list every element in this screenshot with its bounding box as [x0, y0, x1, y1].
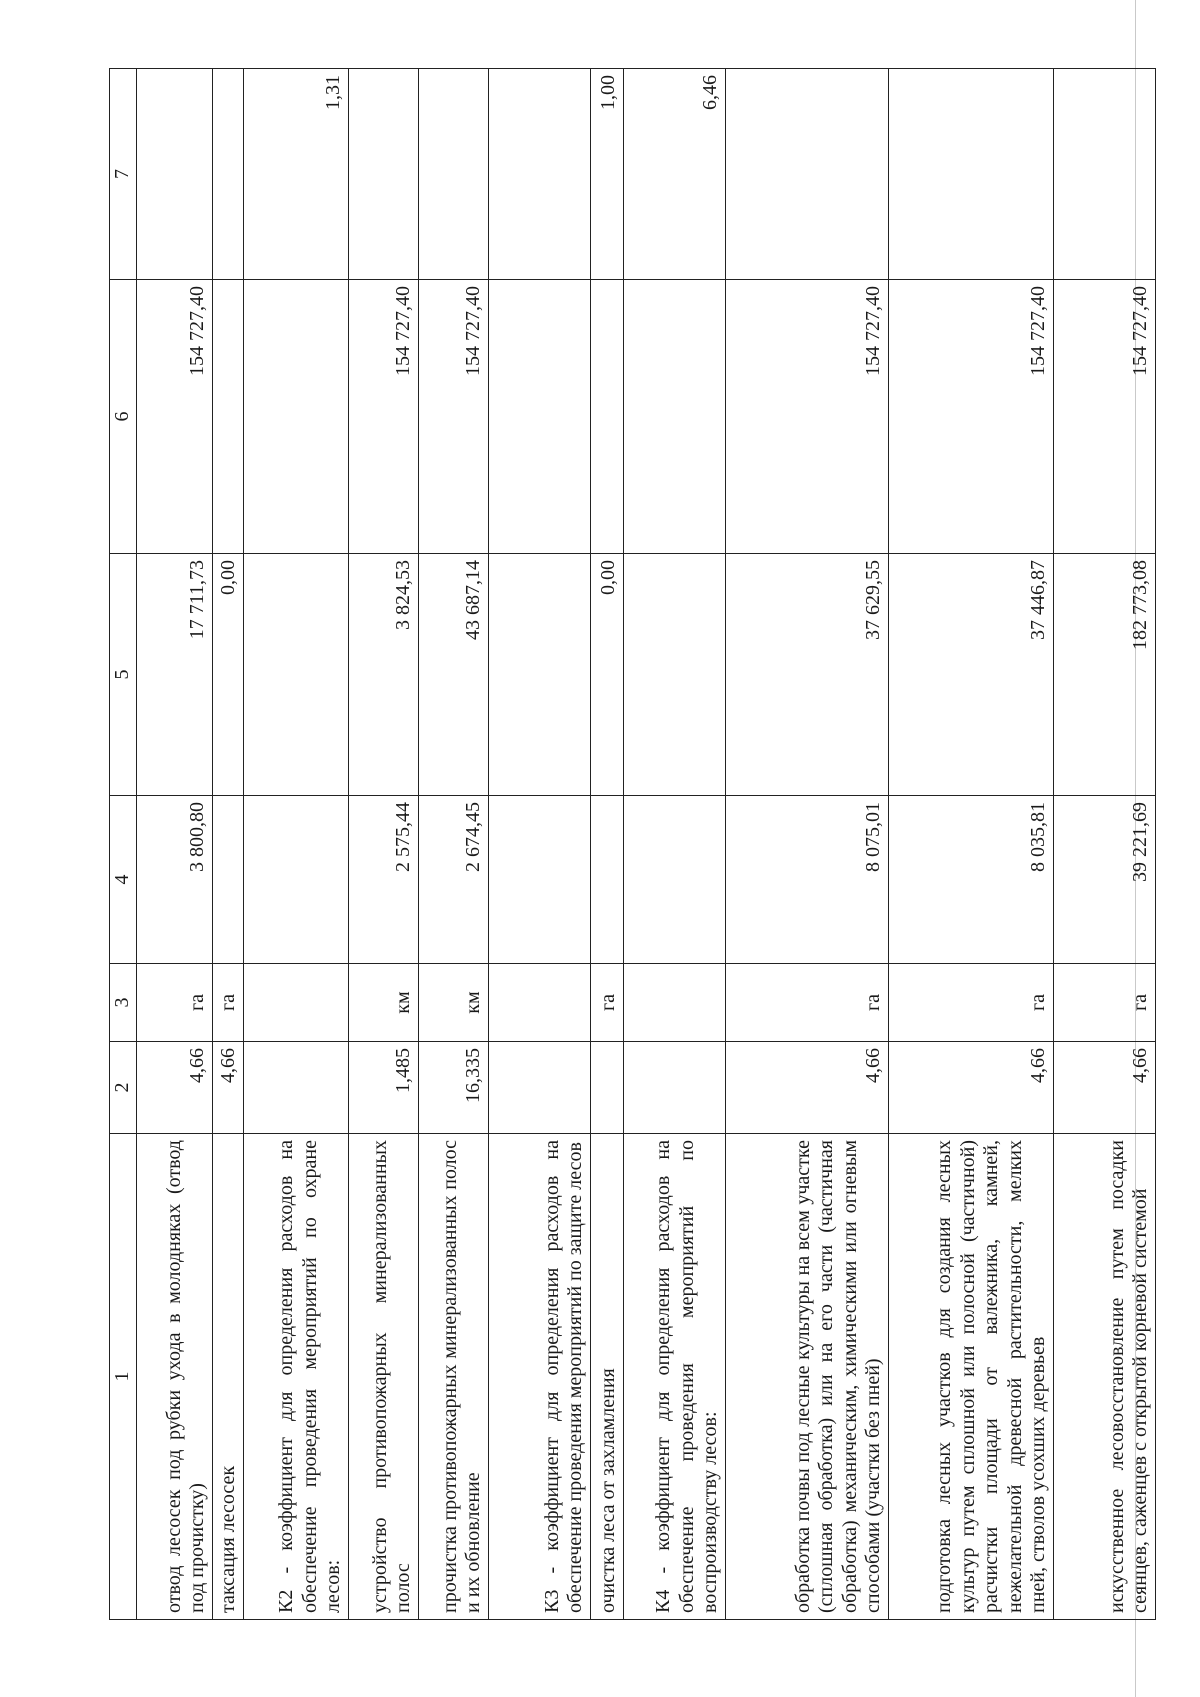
table-row	[889, 69, 1054, 1620]
unit-cell: га	[213, 964, 244, 1042]
base-cell	[489, 280, 591, 554]
unit-cell	[624, 964, 726, 1042]
unit-cell	[489, 964, 591, 1042]
volume-cell: 4,66	[1054, 1042, 1156, 1134]
unit-cell: га	[591, 964, 624, 1042]
base-cell: 154 727,40	[349, 280, 419, 554]
cost-table	[109, 68, 1156, 1620]
cost-cell: 37 629,55	[726, 554, 889, 796]
activity-cell: прочистка противопожарных минерализованных полос и их обновление	[419, 1134, 489, 1620]
unit-cell: га	[726, 964, 889, 1042]
volume-cell: 4,66	[213, 1042, 244, 1134]
activity-cell: К4 - коэффициент для определения расходов на обеспечение проведения мероприятий по воспроизводству лесов:	[624, 1134, 726, 1620]
base-cell: 154 727,40	[1054, 280, 1156, 554]
unit-cell: км	[419, 964, 489, 1042]
volume-cell: 4,66	[137, 1042, 213, 1134]
base-cell	[591, 280, 624, 554]
rate-cell	[244, 796, 349, 964]
activity-cell: очистка леса от захламления	[591, 1134, 624, 1620]
cost-cell: 43 687,14	[419, 554, 489, 796]
activity-cell: таксация лесосек	[213, 1134, 244, 1620]
coef-cell	[1054, 69, 1156, 280]
coef-cell	[137, 69, 213, 280]
table-row	[624, 69, 726, 1620]
cost-cell: 0,00	[213, 554, 244, 796]
header-cell: 4	[110, 796, 137, 964]
volume-cell: 16,335	[419, 1042, 489, 1134]
header-cell: 6	[110, 280, 137, 554]
cost-cell: 17 711,73	[137, 554, 213, 796]
volume-cell	[489, 1042, 591, 1134]
cost-cell	[489, 554, 591, 796]
header-cell: 1	[110, 1134, 137, 1620]
rate-cell: 8 035,81	[889, 796, 1054, 964]
rate-cell	[489, 796, 591, 964]
activity-cell: обработка почвы под лесные культуры на всем участке (сплошная обработка) или на его части (частичная обработка) механическим, химическими или огневым способами (участки без пней)	[726, 1134, 889, 1620]
table-row	[1054, 69, 1156, 1620]
coef-cell: 1,31	[244, 69, 349, 280]
header-cell: 2	[110, 1042, 137, 1134]
activity-cell: К2 - коэффициент для определения расходов на обеспечение проведения мероприятий по охране лесов:	[244, 1134, 349, 1620]
base-cell: 154 727,40	[137, 280, 213, 554]
unit-cell: км	[349, 964, 419, 1042]
rotated-page-content	[109, 69, 1152, 1620]
rate-cell: 3 800,80	[137, 796, 213, 964]
cost-cell: 37 446,87	[889, 554, 1054, 796]
activity-cell: устройство противопожарных минерализованных полос	[349, 1134, 419, 1620]
activity-cell: К3 - коэффициент для определения расходов на обеспечение проведения мероприятий по защите лесов	[489, 1134, 591, 1620]
rate-cell: 8 075,01	[726, 796, 889, 964]
table-row	[419, 69, 489, 1620]
activity-cell: подготовка лесных участков для создания лесных культур путем сплошной или полосной (частичной) расчистки площади от валежника, камней, нежелательной древесной растительности, мелких пней, стволов усохших деревьев	[889, 1134, 1054, 1620]
header-row	[110, 69, 137, 1620]
base-cell	[213, 280, 244, 554]
table-row	[349, 69, 419, 1620]
coef-cell: 1,00	[591, 69, 624, 280]
rate-cell: 2 674,45	[419, 796, 489, 964]
rate-cell: 2 575,44	[349, 796, 419, 964]
unit-cell: га	[137, 964, 213, 1042]
volume-cell	[244, 1042, 349, 1134]
rate-cell	[624, 796, 726, 964]
cost-cell: 0,00	[591, 554, 624, 796]
rate-cell: 39 221,69	[1054, 796, 1156, 964]
header-cell: 3	[110, 964, 137, 1042]
coef-cell	[213, 69, 244, 280]
volume-cell: 1,485	[349, 1042, 419, 1134]
base-cell: 154 727,40	[419, 280, 489, 554]
base-cell: 154 727,40	[726, 280, 889, 554]
table-row	[137, 69, 213, 1620]
rate-cell	[591, 796, 624, 964]
unit-cell: га	[1054, 964, 1156, 1042]
base-cell	[244, 280, 349, 554]
coef-cell	[889, 69, 1054, 280]
coef-cell	[489, 69, 591, 280]
unit-cell	[244, 964, 349, 1042]
activity-cell: искусственное лесовосстановление путем посадки сеянцев, саженцев с открытой корневой системой	[1054, 1134, 1156, 1620]
volume-cell	[591, 1042, 624, 1134]
activity-cell: отвод лесосек под рубки ухода в молодняках (отвод под прочистку)	[137, 1134, 213, 1620]
coef-cell: 6,46	[624, 69, 726, 280]
table-row	[726, 69, 889, 1620]
coef-cell	[349, 69, 419, 280]
volume-cell: 4,66	[889, 1042, 1054, 1134]
table-row	[591, 69, 624, 1620]
coef-cell	[419, 69, 489, 280]
base-cell	[624, 280, 726, 554]
table-row	[489, 69, 591, 1620]
header-cell: 7	[110, 69, 137, 280]
rate-cell	[213, 796, 244, 964]
table-row	[213, 69, 244, 1620]
volume-cell	[624, 1042, 726, 1134]
volume-cell: 4,66	[726, 1042, 889, 1134]
base-cell: 154 727,40	[889, 280, 1054, 554]
cost-cell	[244, 554, 349, 796]
unit-cell: га	[889, 964, 1054, 1042]
cost-cell	[624, 554, 726, 796]
cost-cell: 3 824,53	[349, 554, 419, 796]
table-row	[244, 69, 349, 1620]
cost-cell: 182 773,08	[1054, 554, 1156, 796]
header-cell: 5	[110, 554, 137, 796]
coef-cell	[726, 69, 889, 280]
